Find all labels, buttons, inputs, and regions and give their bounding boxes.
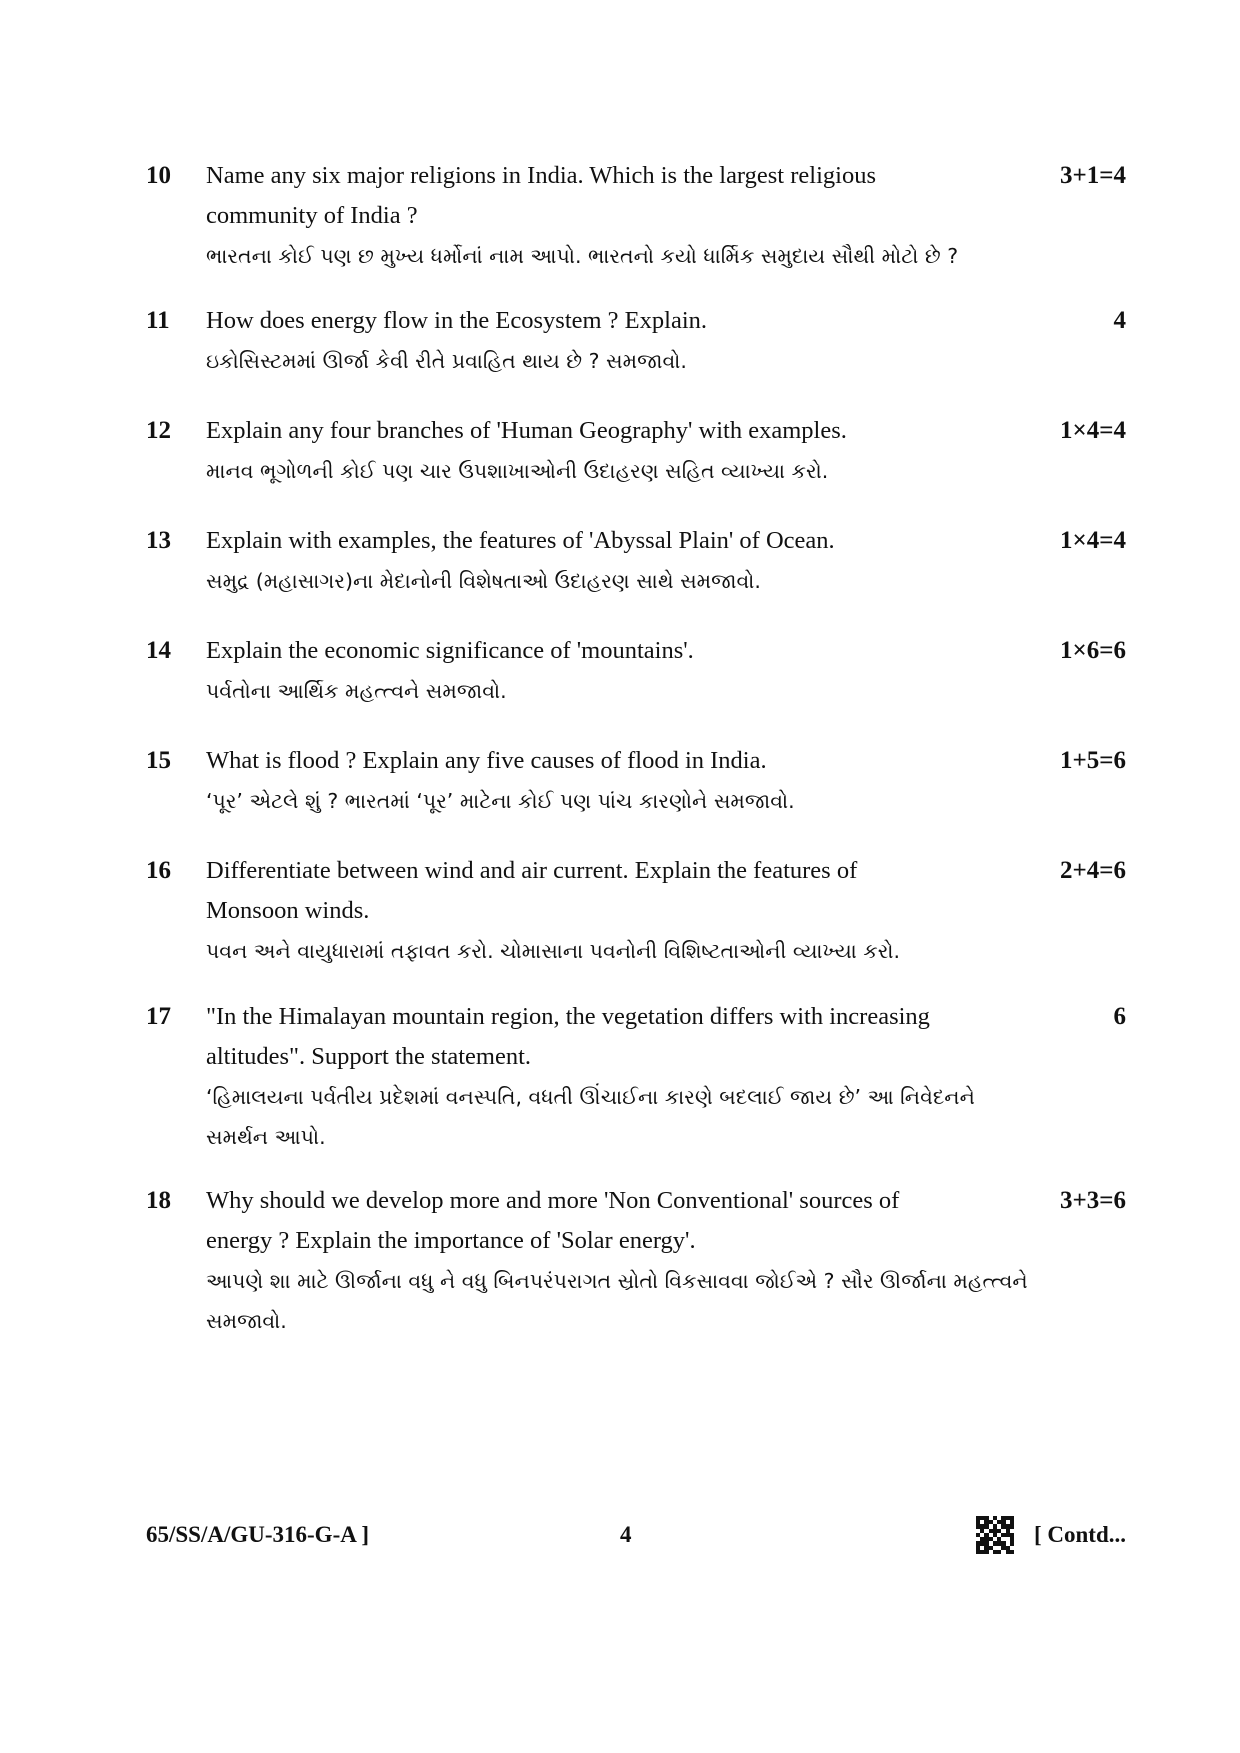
question-text-gu: સમુદ્ર (મહાસાગર)ના મેદાનોની વિશેષતાઓ ઉદાહરણ સાથે સમજાવો.	[206, 569, 761, 593]
question-number: 17	[146, 1003, 171, 1030]
question-text-gu: માનવ ભૂગોળની કોઈ પણ ચાર ઉપશાખાઓની ઉદાહરણ સહિત વ્યાખ્યા કરો.	[206, 459, 829, 483]
question-text-gu: ‘પૂર’ એટલે શું ? ભારતમાં ‘પૂર’ માટેના કોઈ પણ પાંચ કારણોને સમજાવો.	[206, 789, 795, 813]
question-marks: 3+1=4	[1060, 162, 1126, 189]
question-body	[206, 301, 1006, 381]
question-body	[206, 851, 1006, 971]
qr-code-icon	[976, 1516, 1014, 1554]
question-text-gu: ‘હિમાલયના પર્વતીય પ્રદેશમાં વનસ્પતિ, વધતી ઊંચાઈના કારણે બદલાઈ જાય છે’ આ નિવેદનને	[206, 1085, 975, 1109]
question-body	[206, 631, 1006, 711]
question-text-gu: ભારતના કોઈ પણ છ મુખ્ય ધર્મોનાં નામ આપો. ભારતનો કયો ધાર્મિક સમુદાય સૌથી મોટો છે ?	[206, 244, 959, 268]
question-number: 14	[146, 637, 171, 664]
question-text-en: community of India ?	[206, 202, 418, 229]
question-text-en: Explain the economic significance of 'mountains'.	[206, 637, 694, 664]
question-text-en: energy ? Explain the importance of 'Solar energy'.	[206, 1227, 696, 1254]
question-text-en: How does energy flow in the Ecosystem ? Explain.	[206, 307, 708, 334]
question-text-en: Explain any four branches of 'Human Geography' with examples.	[206, 417, 847, 444]
question-text-gu: આપણે શા માટે ઊર્જાના વધુ ને વધુ બિનપરંપરાગત સ્રોતો વિકસાવવા જોઈએ ? સૌર ઊર્જાના મહત્ત્વને	[206, 1269, 1028, 1293]
question-marks: 1×4=4	[1060, 417, 1126, 444]
question-text-en: Name any six major religions in India. Which is the largest religious	[206, 162, 876, 189]
question-number: 11	[146, 307, 170, 334]
question-marks: 6	[1113, 1003, 1126, 1030]
question-body	[206, 411, 1006, 491]
question-number: 10	[146, 162, 171, 189]
question-number: 15	[146, 747, 171, 774]
question-text-en: Differentiate between wind and air current. Explain the features of	[206, 857, 858, 884]
question-marks: 2+4=6	[1060, 857, 1126, 884]
question-text-en: altitudes". Support the statement.	[206, 1043, 532, 1070]
question-body	[206, 1181, 1028, 1341]
question-body	[206, 741, 1006, 821]
question-number: 12	[146, 417, 171, 444]
question-text-en: "In the Himalayan mountain region, the vegetation differs with increasing	[206, 1003, 930, 1030]
question-number: 16	[146, 857, 171, 884]
question-text-gu: પવન અને વાયુધારામાં તફાવત કરો. ચોમાસાના પવનોની વિશિષ્ટતાઓની વ્યાખ્યા કરો.	[206, 939, 901, 963]
question-marks: 1×4=4	[1060, 527, 1126, 554]
continued-label: [ Contd...	[1033, 1522, 1126, 1547]
question-text-en: Why should we develop more and more 'Non Conventional' sources of	[206, 1187, 900, 1214]
question-number: 13	[146, 527, 171, 554]
question-text-gu: સમર્થન આપો.	[206, 1125, 326, 1149]
question-number: 18	[146, 1187, 171, 1214]
page-number: 4	[620, 1522, 632, 1547]
question-text-gu: સમજાવો.	[206, 1309, 287, 1333]
question-text-en: What is flood ? Explain any five causes of flood in India.	[206, 747, 767, 774]
question-text-gu: ઇકોસિસ્ટમમાં ઊર્જા કેવી રીતે પ્રવાહિત થાય છે ? સમજાવો.	[206, 349, 687, 373]
question-text-gu: પર્વતોના આર્થિક મહત્ત્વને સમજાવો.	[206, 679, 507, 703]
paper-code: 65/SS/A/GU-316-G-A ]	[146, 1522, 369, 1547]
question-text-en: Monsoon winds.	[206, 897, 370, 924]
question-marks: 3+3=6	[1060, 1187, 1126, 1214]
question-body	[206, 156, 1006, 276]
question-marks: 4	[1113, 307, 1126, 334]
question-text-en: Explain with examples, the features of 'Abyssal Plain' of Ocean.	[206, 527, 835, 554]
page-footer	[146, 1515, 1126, 1555]
question-body	[206, 521, 1006, 601]
question-marks: 1×6=6	[1060, 637, 1126, 664]
footer-right	[976, 1515, 1126, 1555]
question-marks: 1+5=6	[1060, 747, 1126, 774]
question-body	[206, 997, 1006, 1157]
